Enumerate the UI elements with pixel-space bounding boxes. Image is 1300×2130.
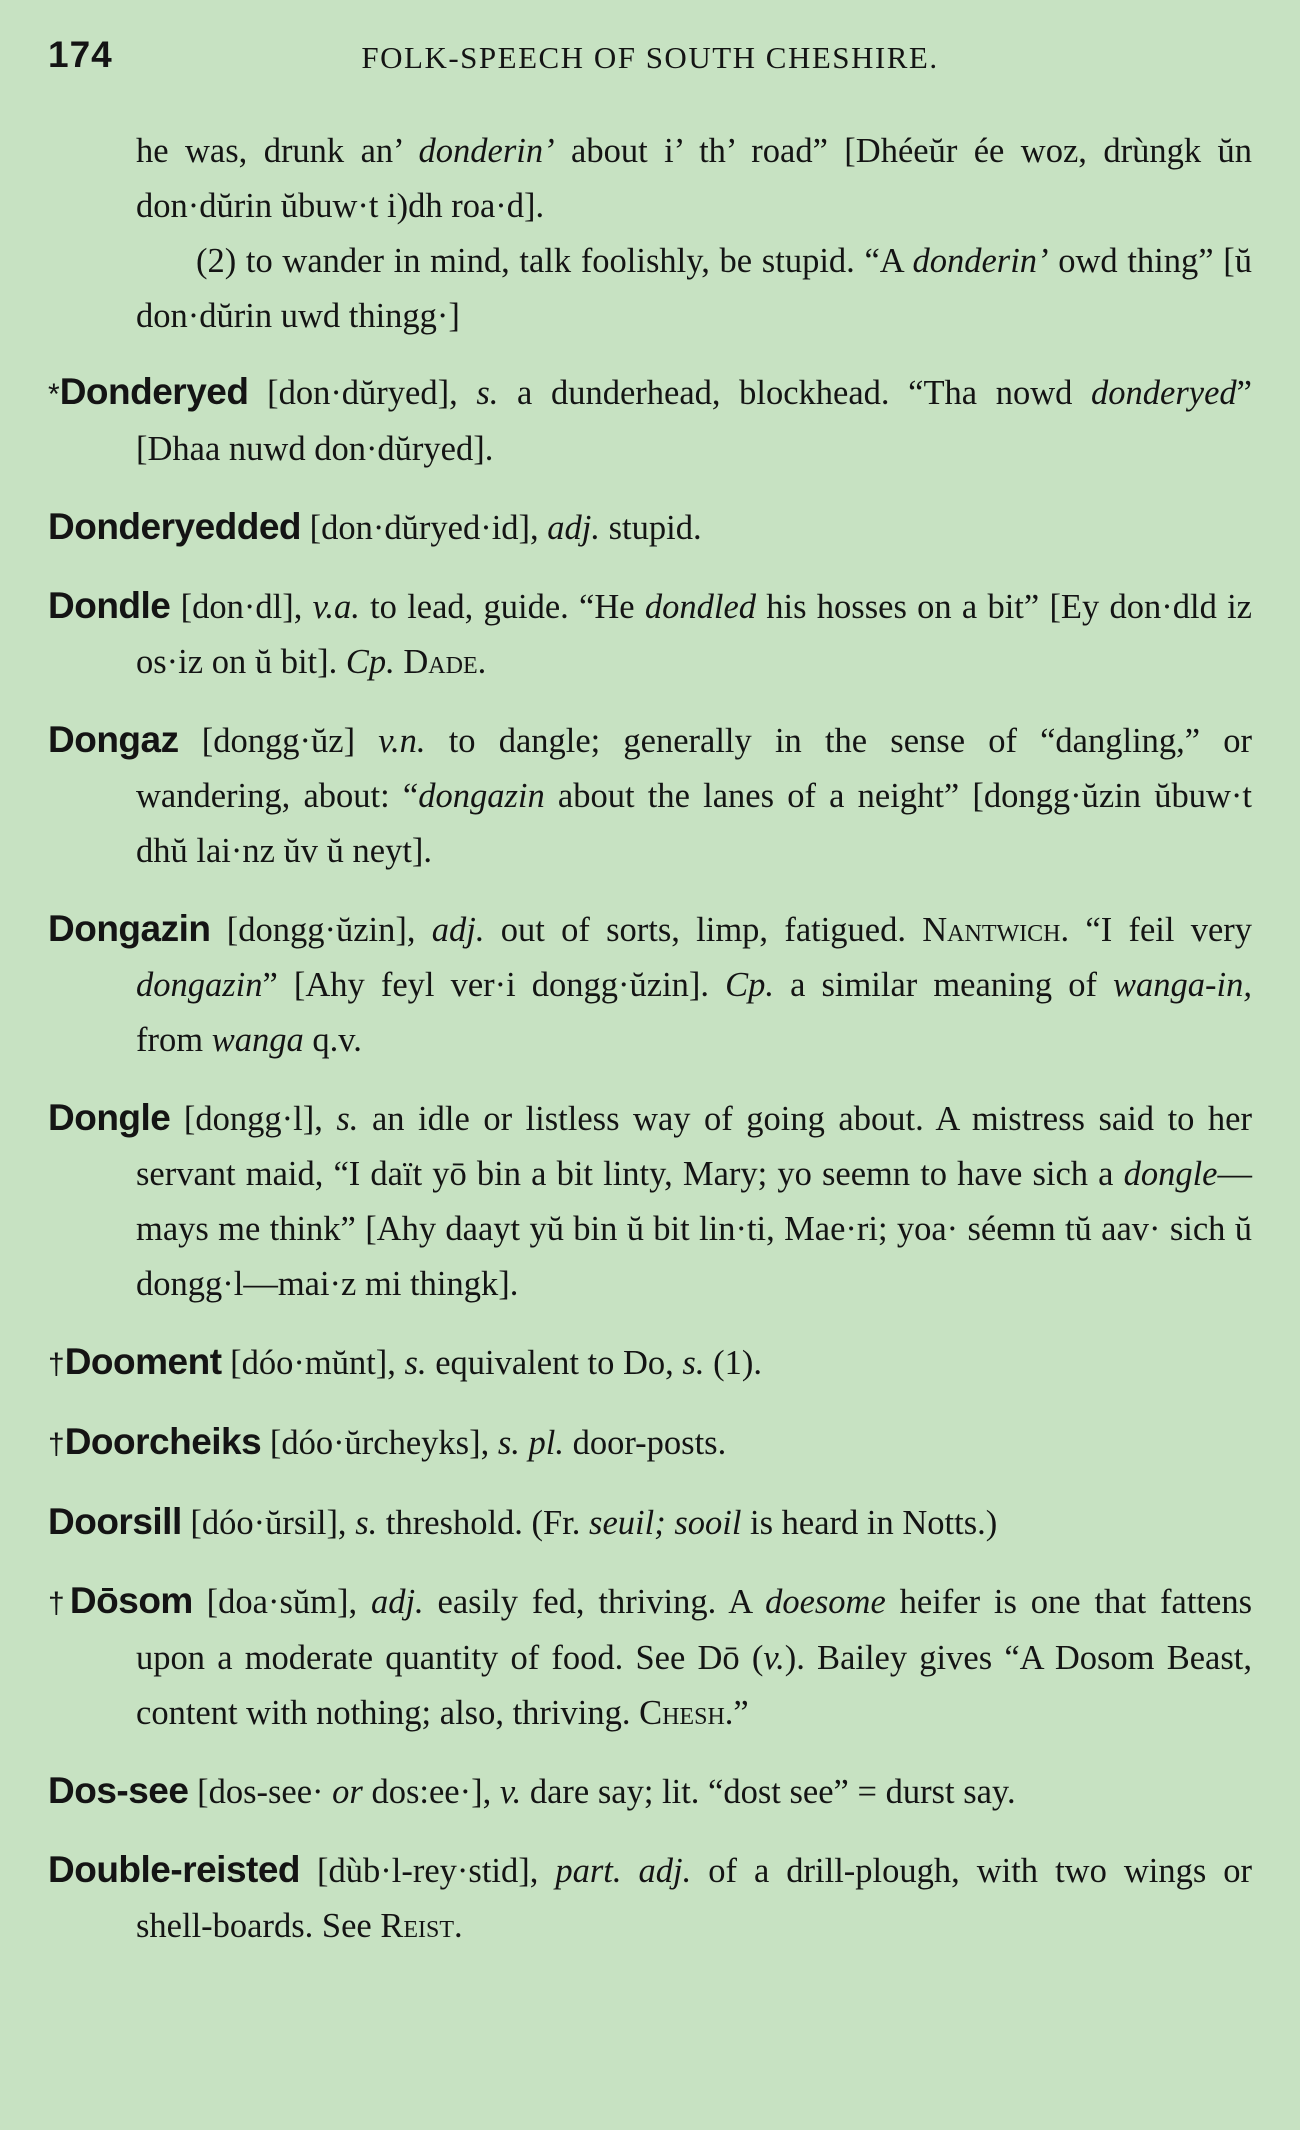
headword: Donderyed xyxy=(59,371,249,412)
obsolete-mark: * xyxy=(48,378,60,411)
entry-continuation-sense-2: (2) to wander in mind, talk foolishly, be stupid. “A donderin’ owd thing” [ŭ don·dŭrin uwd thingg·] xyxy=(136,242,1253,335)
headword: Dos-see xyxy=(48,1770,189,1811)
book-page xyxy=(48,34,1252,1976)
headword: Double-reisted xyxy=(48,1849,301,1890)
page-number: 174 xyxy=(48,34,113,75)
headword: Dongazin xyxy=(48,908,211,949)
entry-dongle: Dongle [dongg·l], s. an idle or listless way of going about. A mistress said to her servant maid, “I daït yō bin a bit linty, Mary; yo seemn to have sich a dongle—mays me think” [Ahy daayt yŭ bin ŭ bit lin·ti, Mae·ri; yoa· séemn tŭ aav· sich ŭ dongg·l—mai·z mi thingk]. xyxy=(48,1097,1252,1303)
running-head xyxy=(48,34,1252,82)
headword: Doorsill xyxy=(48,1501,182,1542)
headword: Donderyedded xyxy=(48,506,302,547)
entry-dooment: †Dooment [dóo·mŭnt], s. equivalent to Do, s. (1). xyxy=(48,1341,762,1382)
entry-dongaz: Dongaz [dongg·ŭz] v.n. to dangle; generally in the sense of “dangling,” or wandering, about: “dongazin about the lanes of a neight” [dongg·ŭzin ŭbuw·t dhŭ lai·nz ŭv ŭ neyt]. xyxy=(48,719,1253,870)
headword: Dondle xyxy=(48,585,171,626)
obsolete-mark: † xyxy=(48,1428,65,1461)
obsolete-mark: † xyxy=(48,1348,65,1381)
entry-dos-see: Dos-see [dos-see· or dos:ee·], v. dare say; lit. “dost see” = durst say. xyxy=(48,1770,1016,1811)
entry-dongazin: Dongazin [dongg·ŭzin], adj. out of sorts, limp, fatigued. Nantwich. “I feil very dongazin” [Ahy feyl ver·i dongg·ŭzin]. Cp. a similar meaning of wanga-in, from wanga q.v. xyxy=(48,908,1253,1059)
entry-donderyed: *Donderyed [don·dŭryed], s. a dunderhead, blockhead. “Tha nowd donderyed” [Dhaa nuwd don·dŭryed]. xyxy=(48,371,1252,468)
entry-continuation-line: he was, drunk an’ donderin’ about i’ th’ road” [Dhéeŭr ée woz, drùngk ŭn don·dŭrin ŭbuw·t i)dh roa·d]. xyxy=(136,132,1252,225)
entry-doorcheiks: †Doorcheiks [dóo·ŭrcheyks], s. pl. door-posts. xyxy=(48,1421,727,1462)
entry-dondle: Dondle [don·dl], v.a. to lead, guide. “He dondled his hosses on a bit” [Ey don·dld iz os·iz on ŭ bit]. Cp. Dade. xyxy=(48,585,1252,681)
headword: Doorcheiks xyxy=(64,1421,262,1462)
entry-double-reisted: Double-reisted [dùb·l-rey·stid], part. adj. of a drill-plough, with two wings or shell-boards. See Reist. xyxy=(48,1849,1252,1945)
headword: Dooment xyxy=(64,1341,222,1382)
headword: Dongle xyxy=(48,1097,171,1138)
entry-dosom: †Dōsom [doa·sŭm], adj. easily fed, thriving. A doesome heifer is one that fattens upon a moderate quantity of food. See Dō (v.). Bailey gives “A Dosom Beast, content with nothing; also, thriving. Chesh.” xyxy=(48,1580,1252,1732)
running-title: FOLK-SPEECH OF SOUTH CHESHIRE. xyxy=(361,40,939,75)
obsolete-mark: † xyxy=(48,1587,70,1620)
entry-doorsill: Doorsill [dóo·ŭrsil], s. threshold. (Fr. seuil; sooil is heard in Notts.) xyxy=(48,1501,998,1542)
headword: Dōsom xyxy=(69,1580,193,1621)
entry-donderyedded: Donderyedded [don·dŭryed·id], adj. stupid. xyxy=(48,506,702,547)
headword: Dongaz xyxy=(48,719,179,760)
